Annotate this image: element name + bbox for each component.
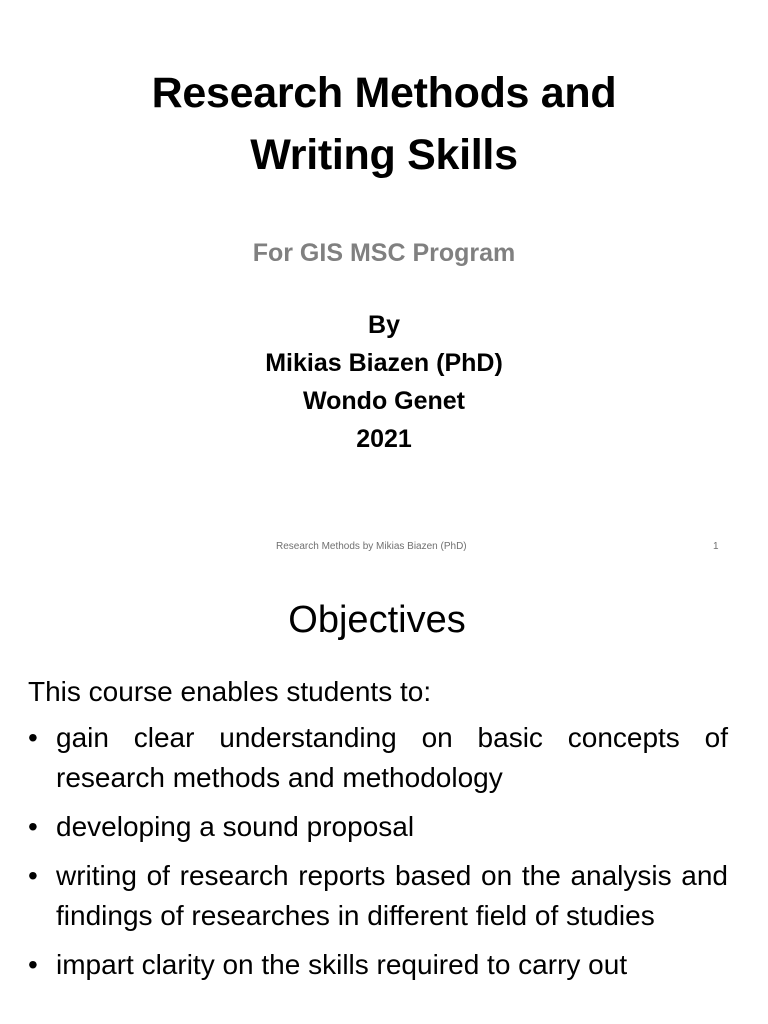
location: Wondo Genet [302, 387, 466, 415]
list-item-text: impart clarity on the skills required to carry out [56, 949, 628, 980]
by-label: By [368, 311, 400, 339]
list-item-text: developing a sound proposal [56, 811, 415, 842]
slide-title-heading [0, 62, 768, 186]
list-item [28, 807, 728, 847]
objectives-heading: Objectives [288, 599, 466, 641]
page-number: 1 [713, 541, 719, 552]
title-line-2: Writing Skills [250, 131, 518, 179]
author-name: Mikias Biazen (PhD) [265, 349, 503, 377]
title-line-1: Research Methods and [151, 69, 617, 117]
bullet-icon: • [28, 811, 38, 842]
bullet-icon: • [28, 722, 38, 753]
slide-footer: Research Methods by Mikias Biazen (PhD) [276, 541, 467, 552]
bullet-icon: • [28, 860, 38, 891]
list-item [28, 945, 728, 985]
year: 2021 [356, 425, 412, 453]
bullet-icon: • [28, 949, 38, 980]
list-item [28, 856, 728, 936]
list-item [28, 718, 728, 798]
list-item-text: writing of research reports based on the analysis and findings of researches in different field of studies [56, 860, 728, 931]
objectives-intro: This course enables students to: [28, 676, 432, 707]
slide-objectives [0, 576, 768, 1024]
author-block [0, 306, 768, 458]
list-item-text: gain clear understanding on basic concepts of research methods and methodology [56, 722, 728, 793]
objectives-list [28, 718, 728, 994]
program-subtitle: For GIS MSC Program [252, 239, 516, 267]
